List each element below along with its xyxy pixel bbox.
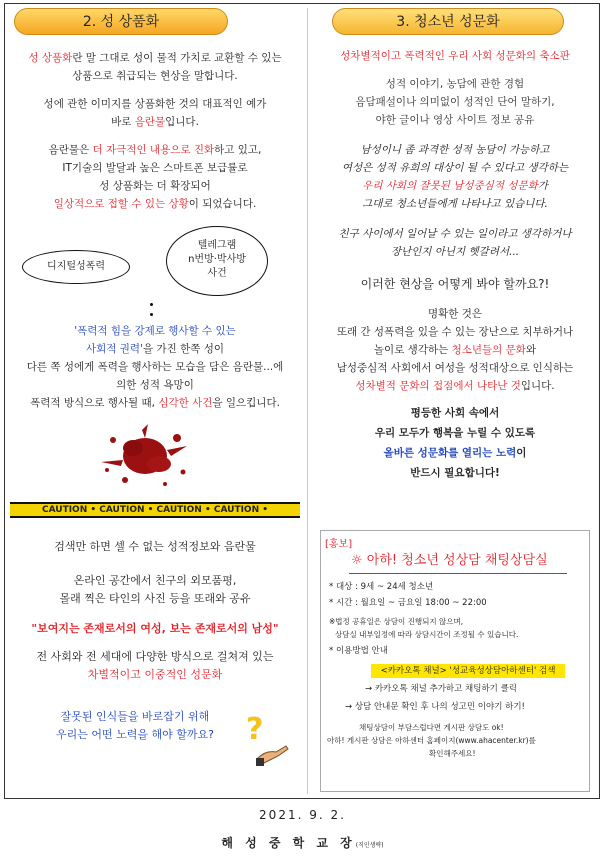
signer-name: 해 성 중 학 교 장	[221, 836, 356, 850]
connector-dot-1	[150, 303, 153, 306]
violence-text-4: 의한 성적 욕망이	[116, 379, 194, 391]
experience-list	[314, 75, 596, 129]
evo-keyword: 더 자극적인 내용으로 진화	[92, 144, 215, 156]
promo-extra-1: 채팅상담이 부담스럽다면 게시판 상담도 ok!	[359, 723, 504, 732]
promo-extra-2-text: 아하! 게시판 상담은 아하센터 홈페이지(www.ahacenter.kr)를	[327, 736, 536, 745]
caution-tape: CAUTION • CAUTION • CAUTION • CAUTION •	[10, 502, 300, 518]
bubble-2-line2: n번방·박사방	[188, 254, 246, 265]
seal-note: (직인생략)	[355, 842, 384, 849]
bubble-2-line3: 사건	[207, 268, 227, 279]
question-text-2: 우리는 어떤 노력을 해야 할까요?	[56, 728, 214, 741]
online-text-2: 몰래 찍은 타인의 사진 등을 또래와 공유	[59, 592, 251, 605]
promo-note-2: 상담실 내부일정에 따라 상담시간이 조정될 수 있습니다.	[335, 630, 519, 639]
clear-text-3a: 놀이로 생각하는	[373, 344, 452, 356]
search-line: 검색만 하면 셀 수 없는 성적정보와 음란물	[54, 540, 256, 553]
clear-text-2: 또래 간 성폭력을 있을 수 있는 장난으로 치부하거나	[336, 326, 574, 338]
male-text-1: 남성이니 좀 과격한 성적 농담이 가능하고	[360, 144, 550, 156]
online-paragraph	[10, 572, 300, 608]
violence-text-2b: 을 가진 한쪽 성이	[142, 343, 224, 355]
section-header-youth-culture: 3. 청소년 성문화	[332, 8, 564, 35]
culture-paragraph	[10, 648, 300, 684]
clear-text-4: 남성중심적 사회에서 여성을 성적대상으로 인식하는	[336, 362, 574, 374]
blood-splatter-image	[95, 420, 195, 490]
promo-time: * 시간 : 월요일 ~ 금요일 18:00 ~ 22:00	[329, 598, 487, 608]
intro-paragraph	[10, 49, 300, 85]
bubble-2-line1: 텔레그램	[197, 240, 237, 251]
promo-title: ☼ 아하! 청소년 성상담 채팅상담실	[351, 553, 548, 568]
equality-paragraph	[314, 403, 596, 483]
violence-text-5a: 폭력적 방식으로 행사될 때,	[30, 397, 159, 409]
how-question: 이러한 현상을 어떻게 봐야 할까요?!	[360, 277, 550, 291]
principal-signature	[0, 834, 605, 851]
bubble-digital-sexual-violence	[22, 250, 130, 284]
male-keyword: 우리 사회의 잘못된 남성중심적 성문화	[362, 180, 538, 192]
pointing-hand-icon	[256, 740, 290, 766]
kakao-channel-search: <카카오톡 채널> '성교육성상담아하센터' 검색	[371, 664, 565, 678]
online-text-1: 온라인 공간에서 친구의 외모품평,	[73, 574, 237, 587]
promo-target: * 대상 : 9세 ~ 24세 청소년	[329, 582, 434, 592]
section-header-sex-commodification: 2. 성 상품화	[14, 8, 228, 35]
right-column	[314, 8, 596, 483]
bubble-telegram-case	[166, 226, 268, 296]
violence-block	[10, 322, 300, 412]
bubble-1-label: 디지털성폭력	[47, 261, 105, 272]
column-divider	[307, 8, 308, 794]
question-mark-icon: ?	[246, 712, 264, 747]
gaze-quote: "보여지는 존재로서의 여성, 보는 존재로서의 남성"	[31, 622, 279, 635]
culture-keyword: 차별적이고 이중적인 성문화	[87, 668, 223, 681]
experience-2: 음담패설이나 의미없이 성적인 단어 말하기,	[355, 96, 555, 108]
male-text-2: 여성은 성적 유희의 대상이 될 수 있다고 생각하는	[341, 162, 569, 174]
violence-keyword-2: 심각한 사건	[158, 397, 213, 409]
friend-text-1: 친구 사이에서 일어날 수 있는 일이라고 생각하거나	[338, 228, 572, 240]
evolution-paragraph	[10, 141, 300, 213]
violence-text-1: '폭력적 힘을 강제로 행사할 수 있는	[74, 325, 236, 337]
promo-box	[320, 530, 590, 792]
intro-text-2: 상품으로 취급되는 현상을 말합니다.	[72, 70, 238, 82]
youth-subtitle: 성차별적이고 폭력적인 우리 사회 성문화의 축소판	[340, 50, 570, 62]
male-text-3b: 가	[537, 180, 548, 192]
friend-text-2: 장난인지 아닌지 헷갈려서...	[390, 246, 520, 258]
equality-text-4: 반드시 필요합니다!	[410, 467, 500, 479]
clear-paragraph	[314, 305, 596, 395]
promo-method: * 이용방법 안내	[329, 646, 388, 656]
equality-keyword: 올바른 성문화를 열리는 노력	[383, 447, 517, 459]
clear-text-3c: 와	[525, 344, 537, 356]
left-column	[10, 8, 300, 213]
evo-text-1a: 음란물은	[48, 144, 93, 156]
violence-text-5c: 을 일으킵니다.	[212, 397, 280, 409]
question-text-1: 잘못된 인식들을 바로잡기 위해	[60, 710, 210, 723]
promo-step-1: → 카카오톡 채널 추가하고 채팅하기 클릭	[365, 684, 518, 694]
promo-note-1: ※법정 공휴일은 상담이 진행되지 않으며,	[329, 617, 464, 626]
violence-paragraph	[10, 322, 300, 412]
promo-tag: [홍보]	[325, 539, 353, 550]
clear-keyword-2: 성차별적 문화의 접점에서 나타난 것	[355, 380, 521, 392]
male-centered-paragraph	[314, 141, 596, 213]
violence-text-3: 다른 쪽 성에게 폭력을 행사하는 모습을 담은 음란물...에	[26, 361, 284, 373]
evo-text-4b: 이 되었습니다.	[188, 198, 257, 210]
culture-text-1: 전 사회와 전 세대에 다양한 방식으로 걸쳐져 있는	[36, 650, 274, 663]
equality-text-2: 우리 모두가 행복을 누릴 수 있도록	[374, 427, 536, 439]
rep-text-2c: 입니다.	[165, 116, 199, 128]
issue-date: 2021. 9. 2.	[259, 808, 346, 822]
equality-text-3b: 이	[516, 447, 527, 459]
violence-keyword: 사회적 권력'	[86, 343, 143, 355]
representative-paragraph	[10, 95, 300, 131]
friend-paragraph	[314, 225, 596, 261]
promo-extra-3: 확인해주세요!	[429, 749, 476, 758]
rep-text-2a: 바로	[111, 116, 135, 128]
evo-keyword-2: 일상적으로 접할 수 있는 상황	[53, 198, 189, 210]
promo-title-underline	[349, 573, 567, 574]
promo-extra-2	[327, 734, 536, 747]
intro-keyword: 성 상품화	[28, 52, 73, 64]
intro-text: 란 말 그대로 성이 물적 가치로 교환할 수 있는	[72, 52, 282, 64]
rep-keyword: 음란물	[134, 116, 166, 128]
male-text-4: 그대로 청소년들에게 나타나고 있습니다.	[362, 198, 548, 210]
rep-text-1: 성에 관한 이미지를 상품화한 것의 대표적인 예가	[43, 98, 267, 110]
experience-3: 야한 글이나 영상 사이트 정보 공유	[375, 114, 535, 126]
clear-keyword: 청소년들의 문화	[451, 344, 526, 356]
clear-text-1: 명확한 것은	[427, 308, 483, 320]
evo-text-1c: 하고 있고,	[214, 144, 262, 156]
promo-step-2: → 상담 안내문 확인 후 나의 성고민 이야기 하기!	[345, 702, 525, 712]
clear-text-5b: 입니다.	[520, 380, 555, 392]
evo-text-3: 성 상품화는 더 확장되어	[99, 180, 211, 192]
experience-1: 성적 이야기, 농담에 관한 경험	[385, 78, 525, 90]
connector-dot-2	[150, 313, 153, 316]
equality-text-1: 평등한 사회 속에서	[410, 407, 500, 419]
evo-text-2: IT기술의 발달과 높은 스마트폰 보급률로	[62, 162, 248, 174]
